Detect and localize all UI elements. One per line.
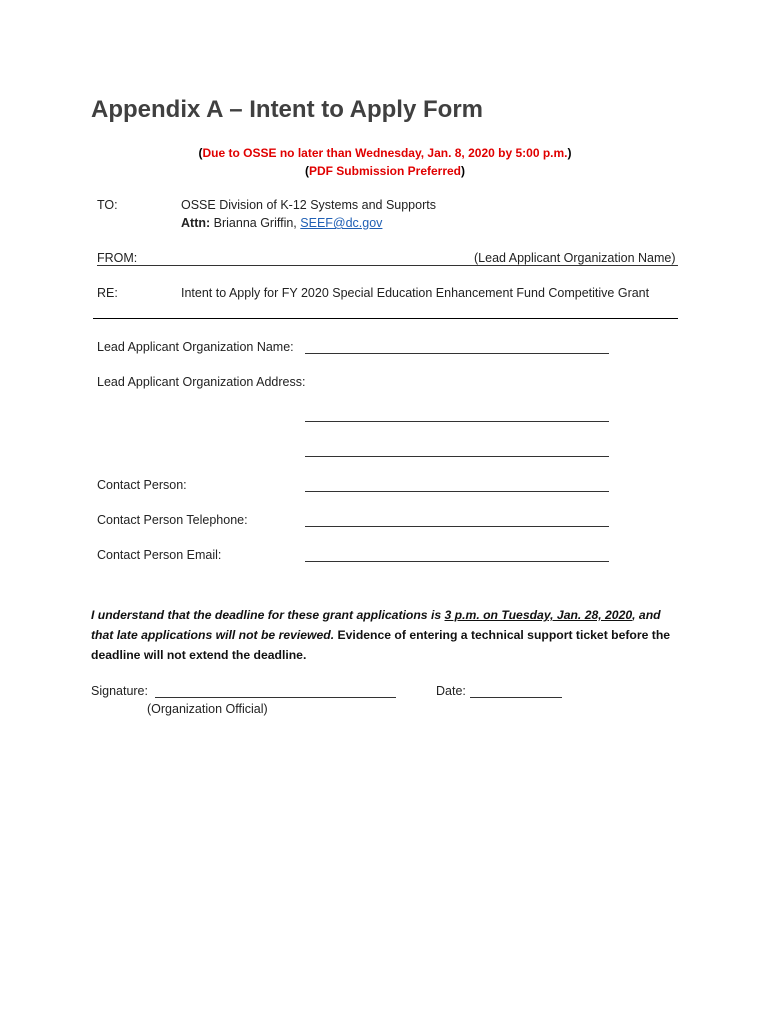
- contact-email-line[interactable]: [305, 561, 609, 562]
- org-address-line-1[interactable]: [305, 421, 609, 422]
- deadline-notice: I understand that the deadline for these grant applications is 3 p.m. on Tuesday, Jan. 28, 2020, and that late applications will not be reviewed. Evidence of entering a technical support ticket before the deadline will not extend the deadline.: [91, 608, 671, 662]
- pdf-preferred-note: (PDF Submission Preferred): [304, 164, 466, 178]
- date-line[interactable]: [470, 697, 562, 698]
- from-line[interactable]: [97, 265, 678, 266]
- to-recipient: OSSE Division of K-12 Systems and Supports: [181, 198, 436, 212]
- re-label: RE:: [97, 286, 118, 300]
- contact-email-label: Contact Person Email:: [97, 548, 222, 562]
- page-title: Appendix A – Intent to Apply Form: [91, 96, 483, 123]
- org-name-label: Lead Applicant Organization Name:: [97, 340, 294, 354]
- signature-line[interactable]: [155, 697, 396, 698]
- from-hint: (Lead Applicant Organization Name): [474, 251, 676, 265]
- org-official-note: (Organization Official): [147, 702, 268, 716]
- signature-label: Signature:: [91, 684, 148, 698]
- org-address-label: Lead Applicant Organization Address:: [97, 375, 306, 389]
- contact-person-line[interactable]: [305, 491, 609, 492]
- to-label: TO:: [97, 198, 118, 212]
- contact-phone-label: Contact Person Telephone:: [97, 513, 248, 527]
- attn-line: Attn: Brianna Griffin, SEEF@dc.gov: [181, 216, 383, 230]
- email-link[interactable]: SEEF@dc.gov: [300, 216, 383, 230]
- date-label: Date:: [436, 684, 466, 698]
- org-address-line-2[interactable]: [305, 456, 609, 457]
- from-label: FROM:: [97, 251, 138, 265]
- org-name-line[interactable]: [305, 353, 609, 354]
- contact-person-label: Contact Person:: [97, 478, 187, 492]
- re-subject: Intent to Apply for FY 2020 Special Education Enhancement Fund Competitive Grant: [181, 286, 650, 300]
- due-date-note: (Due to OSSE no later than Wednesday, Jan. 8, 2020 by 5:00 p.m.): [198, 146, 572, 160]
- divider: [93, 318, 678, 319]
- contact-phone-line[interactable]: [305, 526, 609, 527]
